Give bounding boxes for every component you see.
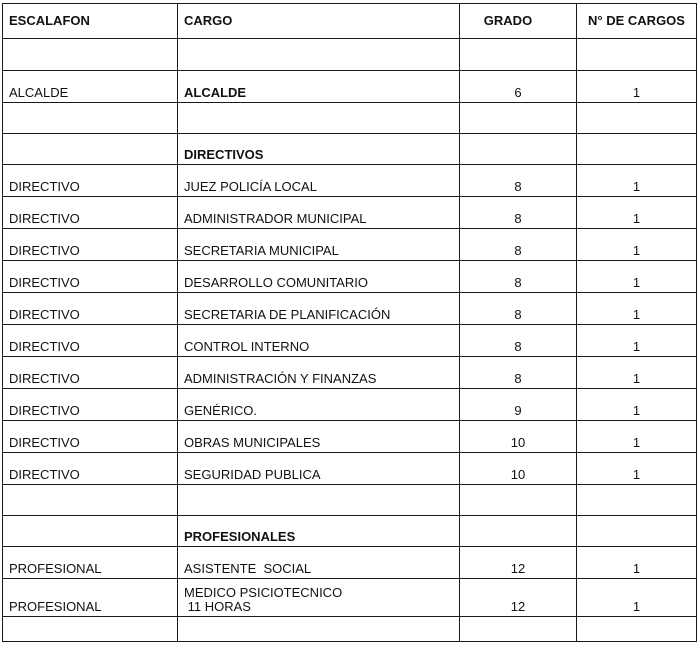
escalafon-cell: DIRECTIVO (3, 421, 178, 453)
ncargos-cell: 1 (577, 421, 697, 453)
ncargos-cell (577, 39, 697, 71)
table-row (3, 261, 697, 293)
ncargos-cell: 1 (577, 293, 697, 325)
table-row-empty (3, 103, 697, 134)
table-row (3, 197, 697, 229)
ncargos-cell: 1 (577, 547, 697, 579)
table-row (3, 325, 697, 357)
grado-cell (460, 516, 577, 547)
ncargos-cell: 1 (577, 71, 697, 103)
escalafon-cell: PROFESIONAL (3, 547, 178, 579)
escalafon-cell (3, 617, 178, 642)
table-row-empty (3, 39, 697, 71)
cargo-line-2: 11 HORAS (184, 599, 251, 614)
escalafon-cell (3, 134, 178, 165)
grado-cell: 12 (460, 579, 577, 617)
ncargos-cell: 1 (577, 579, 697, 617)
grado-cell: 8 (460, 165, 577, 197)
cargo-cell: ASISTENTE SOCIAL (178, 547, 460, 579)
cargo-cell (178, 485, 460, 516)
table-row (3, 579, 697, 617)
grado-cell: 8 (460, 197, 577, 229)
table-body (3, 39, 697, 642)
escalafon-cell (3, 103, 178, 134)
table-row (3, 453, 697, 485)
ncargos-cell: 1 (577, 453, 697, 485)
cargos-table (2, 3, 697, 642)
cargo-cell (178, 39, 460, 71)
cargo-cell (178, 579, 460, 617)
escalafon-cell: DIRECTIVO (3, 453, 178, 485)
escalafon-cell: DIRECTIVO (3, 357, 178, 389)
cargo-line-1: MEDICO PSICIOTECNICO (184, 585, 343, 600)
ncargos-cell (577, 485, 697, 516)
table-row (3, 389, 697, 421)
escalafon-cell (3, 485, 178, 516)
escalafon-cell: ALCALDE (3, 71, 178, 103)
section-row-profesionales (3, 516, 697, 547)
header-row (3, 4, 697, 39)
escalafon-cell: DIRECTIVO (3, 261, 178, 293)
table-row-empty (3, 617, 697, 642)
escalafon-cell (3, 516, 178, 547)
table-row (3, 71, 697, 103)
header-cargo: CARGO (178, 4, 460, 39)
grado-cell (460, 39, 577, 71)
ncargos-cell: 1 (577, 389, 697, 421)
escalafon-cell: DIRECTIVO (3, 165, 178, 197)
cargo-cell: SECRETARIA MUNICIPAL (178, 229, 460, 261)
ncargos-cell: 1 (577, 229, 697, 261)
grado-cell: 8 (460, 357, 577, 389)
grado-cell: 10 (460, 421, 577, 453)
header-ncargos: N° DE CARGOS (577, 4, 697, 39)
cargo-cell: CONTROL INTERNO (178, 325, 460, 357)
table-row-empty (3, 485, 697, 516)
section-row-directivos (3, 134, 697, 165)
ncargos-cell (577, 516, 697, 547)
ncargos-cell: 1 (577, 165, 697, 197)
header-grado: GRADO (460, 4, 577, 39)
cargo-cell: JUEZ POLICÍA LOCAL (178, 165, 460, 197)
table-row (3, 357, 697, 389)
escalafon-cell: DIRECTIVO (3, 229, 178, 261)
section-label: PROFESIONALES (178, 516, 460, 547)
grado-cell: 8 (460, 261, 577, 293)
cargo-cell (178, 617, 460, 642)
grado-cell (460, 617, 577, 642)
grado-cell: 12 (460, 547, 577, 579)
cargo-cell: ADMINISTRACIÓN Y FINANZAS (178, 357, 460, 389)
header-escalafon: ESCALAFON (3, 4, 178, 39)
cargo-cell: SECRETARIA DE PLANIFICACIÓN (178, 293, 460, 325)
cargo-cell: GENÉRICO. (178, 389, 460, 421)
cargo-cell (178, 103, 460, 134)
cargo-cell: ADMINISTRADOR MUNICIPAL (178, 197, 460, 229)
table-row (3, 421, 697, 453)
ncargos-cell (577, 103, 697, 134)
grado-cell (460, 103, 577, 134)
ncargos-cell: 1 (577, 325, 697, 357)
cargo-cell: DESARROLLO COMUNITARIO (178, 261, 460, 293)
grado-cell (460, 485, 577, 516)
ncargos-cell (577, 134, 697, 165)
escalafon-cell: DIRECTIVO (3, 197, 178, 229)
grado-cell: 8 (460, 293, 577, 325)
ncargos-cell: 1 (577, 197, 697, 229)
table-row (3, 165, 697, 197)
table-row (3, 229, 697, 261)
grado-cell: 6 (460, 71, 577, 103)
grado-cell: 8 (460, 229, 577, 261)
escalafon-cell: DIRECTIVO (3, 389, 178, 421)
escalafon-cell: DIRECTIVO (3, 293, 178, 325)
escalafon-cell (3, 39, 178, 71)
escalafon-cell: DIRECTIVO (3, 325, 178, 357)
table-row (3, 293, 697, 325)
grado-cell: 9 (460, 389, 577, 421)
grado-cell (460, 134, 577, 165)
section-label: DIRECTIVOS (178, 134, 460, 165)
cargo-cell: ALCALDE (178, 71, 460, 103)
table-row (3, 547, 697, 579)
ncargos-cell: 1 (577, 357, 697, 389)
ncargos-cell: 1 (577, 261, 697, 293)
escalafon-cell: PROFESIONAL (3, 579, 178, 617)
ncargos-cell (577, 617, 697, 642)
grado-cell: 10 (460, 453, 577, 485)
cargo-cell: OBRAS MUNICIPALES (178, 421, 460, 453)
cargo-cell: SEGURIDAD PUBLICA (178, 453, 460, 485)
grado-cell: 8 (460, 325, 577, 357)
